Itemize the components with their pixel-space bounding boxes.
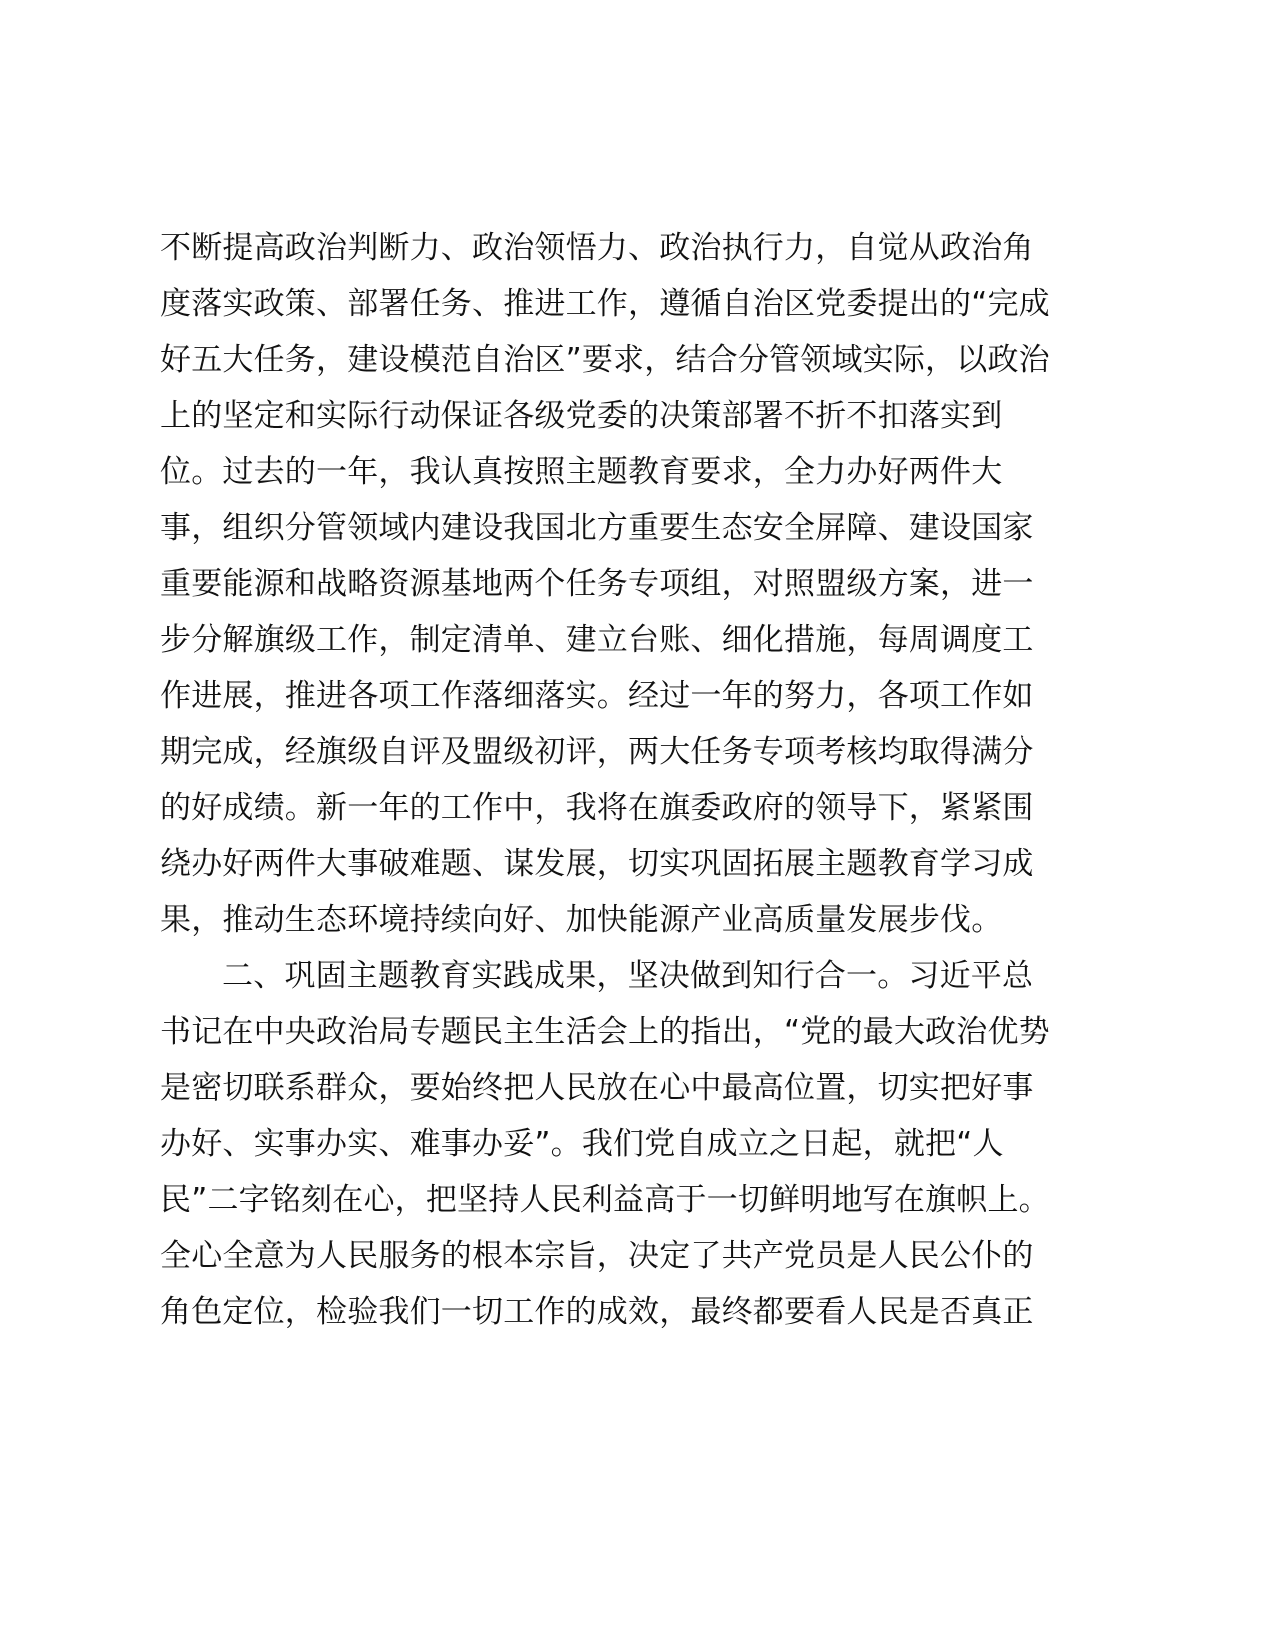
text-line: 位。过去的一年，我认真按照主题教育要求，全力办好两件大 — [160, 454, 1003, 490]
text-line: 绕办好两件大事破难题、谋发展，切实巩固拓展主题教育学习成 — [160, 846, 1034, 882]
text-line: 作进展，推进各项工作落细落实。经过一年的努力，各项工作如 — [160, 678, 1034, 714]
text-line: 全心全意为人民服务的根本宗旨，决定了共产党员是人民公仆的 — [160, 1238, 1034, 1274]
text-line: 书记在中央政治局专题民主生活会上的指出，“党的最大政治优势 — [160, 1014, 1050, 1050]
text-line: 事，组织分管领域内建设我国北方重要生态安全屏障、建设国家 — [160, 510, 1034, 546]
text-line: 角色定位，检验我们一切工作的成效，最终都要看人民是否真正 — [160, 1294, 1034, 1330]
text-line: 重要能源和战略资源基地两个任务专项组，对照盟级方案，进一 — [160, 566, 1034, 602]
text-line: 办好、实事办实、难事办妥”。我们党自成立之日起，就把“人 — [160, 1126, 1004, 1162]
text-line: 度落实政策、部署任务、推进工作，遵循自治区党委提出的“完成 — [160, 286, 1050, 322]
body-text — [160, 220, 1070, 1340]
text-line: 的好成绩。新一年的工作中，我将在旗委政府的领导下，紧紧围 — [160, 790, 1034, 826]
text-line: 步分解旗级工作，制定清单、建立台账、细化措施，每周调度工 — [160, 622, 1034, 658]
text-line: 是密切联系群众，要始终把人民放在心中最高位置，切实把好事 — [160, 1070, 1034, 1106]
text-line: 不断提高政治判断力、政治领悟力、政治执行力，自觉从政治角 — [160, 230, 1034, 266]
text-line: 好五大任务，建设模范自治区”要求，结合分管领域实际，以政治 — [160, 342, 1050, 378]
text-line: 期完成，经旗级自评及盟级初评，两大任务专项考核均取得满分 — [160, 734, 1034, 770]
text-line: 上的坚定和实际行动保证各级党委的决策部署不折不扣落实到 — [160, 398, 1003, 434]
section-heading-line: 二、巩固主题教育实践成果，坚决做到知行合一。习近平总 — [222, 958, 1034, 994]
text-line: 果，推动生态环境持续向好、加快能源产业高质量发展步伐。 — [160, 902, 1003, 938]
text-line: 民”二字铭刻在心，把坚持人民利益高于一切鲜明地写在旗帜上。 — [160, 1182, 1050, 1218]
